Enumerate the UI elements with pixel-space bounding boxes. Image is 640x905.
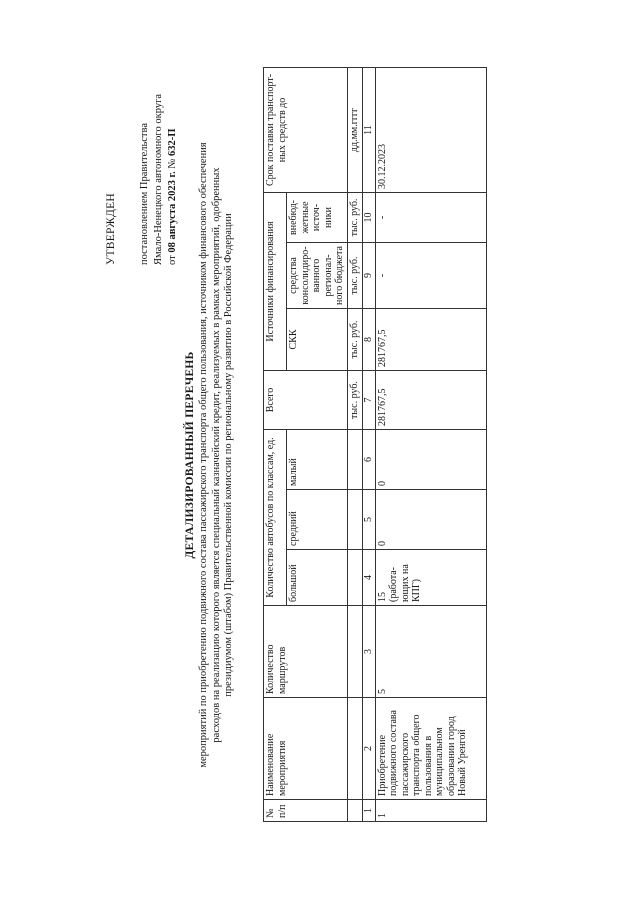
- header-deadline: Срок поставки транспорт-ных средств до: [264, 67, 348, 192]
- table-units-row: [348, 67, 363, 821]
- header-bus-medium: средний: [287, 490, 348, 550]
- row-bus-large-note: (работа-ющих на КПГ): [388, 564, 422, 602]
- approval-date-line: [166, 25, 180, 265]
- unit-skk: тыс. руб.: [348, 309, 363, 371]
- column-number: 10: [363, 192, 376, 242]
- row-extrabudget: -: [375, 192, 486, 242]
- column-number: 1: [363, 800, 376, 822]
- row-bus-small: 0: [375, 430, 486, 490]
- column-number: 7: [363, 371, 376, 430]
- header-consolidated: средства консолидиро-ванного регионал-ного бюджета: [287, 243, 348, 309]
- row-bus-large-count: 15: [376, 592, 388, 602]
- approval-number-prefix: №: [167, 158, 178, 169]
- header-name: Наименование мероприятия: [264, 698, 348, 800]
- approval-heading: УТВЕРЖДЕН: [105, 192, 117, 265]
- approval-block: [104, 25, 180, 265]
- header-bus-large: большой: [287, 550, 348, 606]
- row-bus-large: [375, 550, 486, 606]
- header-sources: Источники финансирования: [264, 192, 287, 370]
- row-name: Приобретение подвижного состава пассажирского транспорта общего пользования в муниципальном образовании город Новый Уренгой: [375, 698, 486, 800]
- column-number: 6: [363, 430, 376, 490]
- subtitle-line-2: расходов на реализацию которого является специальный казначейский кредит, реализуемых в рамках мероприятий, одобренных: [210, 167, 222, 743]
- table-row: [375, 67, 486, 821]
- approval-line-1: постановлением Правительства: [139, 122, 150, 265]
- row-routes: 5: [375, 606, 486, 698]
- header-skk: СКК: [287, 309, 348, 371]
- column-number: 2: [363, 698, 376, 800]
- column-number: 8: [363, 309, 376, 371]
- row-num: 1: [375, 800, 486, 822]
- unit-deadline: дд.мм.гггг: [348, 67, 363, 192]
- unit-empty: [348, 430, 363, 490]
- column-number: 9: [363, 243, 376, 309]
- unit-empty: [348, 800, 363, 822]
- activities-table: [263, 67, 487, 822]
- unit-empty: [348, 698, 363, 800]
- row-total: 281767,5: [375, 371, 486, 430]
- header-routes: Количество маршрутов: [264, 606, 348, 698]
- document-title: ДЕТАЛИЗИРОВАННЫЙ ПЕРЕЧЕНЬ: [184, 351, 196, 559]
- header-bus-small: малый: [287, 430, 348, 490]
- subtitle-line-1: мероприятий по приобретению подвижного состава пассажирского транспорта общего пользования, источником финансового обеспечения: [198, 142, 209, 768]
- header-extrabudget: внебюд-жетные источ-ники: [287, 192, 348, 242]
- header-total: Всего: [264, 371, 348, 430]
- column-number: 5: [363, 490, 376, 550]
- unit-consolidated: тыс. руб.: [348, 243, 363, 309]
- table-header-row: [264, 67, 287, 821]
- column-number: 4: [363, 550, 376, 606]
- header-buses: Количество автобусов по классам, ед.: [264, 430, 287, 606]
- row-bus-medium: 0: [375, 490, 486, 550]
- unit-empty: [348, 490, 363, 550]
- unit-empty: [348, 606, 363, 698]
- header-num: № п/п: [264, 800, 348, 822]
- unit-extrabudget: тыс. руб.: [348, 192, 363, 242]
- column-number: 3: [363, 606, 376, 698]
- approval-line-2: Ямало-Ненецкого автономного округа: [153, 93, 164, 265]
- row-consolidated: -: [375, 243, 486, 309]
- subtitle-line-3: президиумом (штабом) Правительственной комиссии по региональному развитию в Российской Федерации: [223, 213, 234, 697]
- row-skk: 281767,5: [375, 309, 486, 371]
- unit-empty: [348, 550, 363, 606]
- approval-date-prefix: от: [167, 255, 178, 265]
- approval-number: 632-П: [167, 128, 178, 156]
- column-numbers-row: [363, 67, 376, 821]
- approval-date: 08 августа 2023 г.: [167, 171, 178, 253]
- row-deadline: 30.12.2023: [375, 67, 486, 192]
- unit-total: тыс. руб.: [348, 371, 363, 430]
- document-subtitle: [198, 95, 236, 815]
- column-number: 11: [363, 67, 376, 192]
